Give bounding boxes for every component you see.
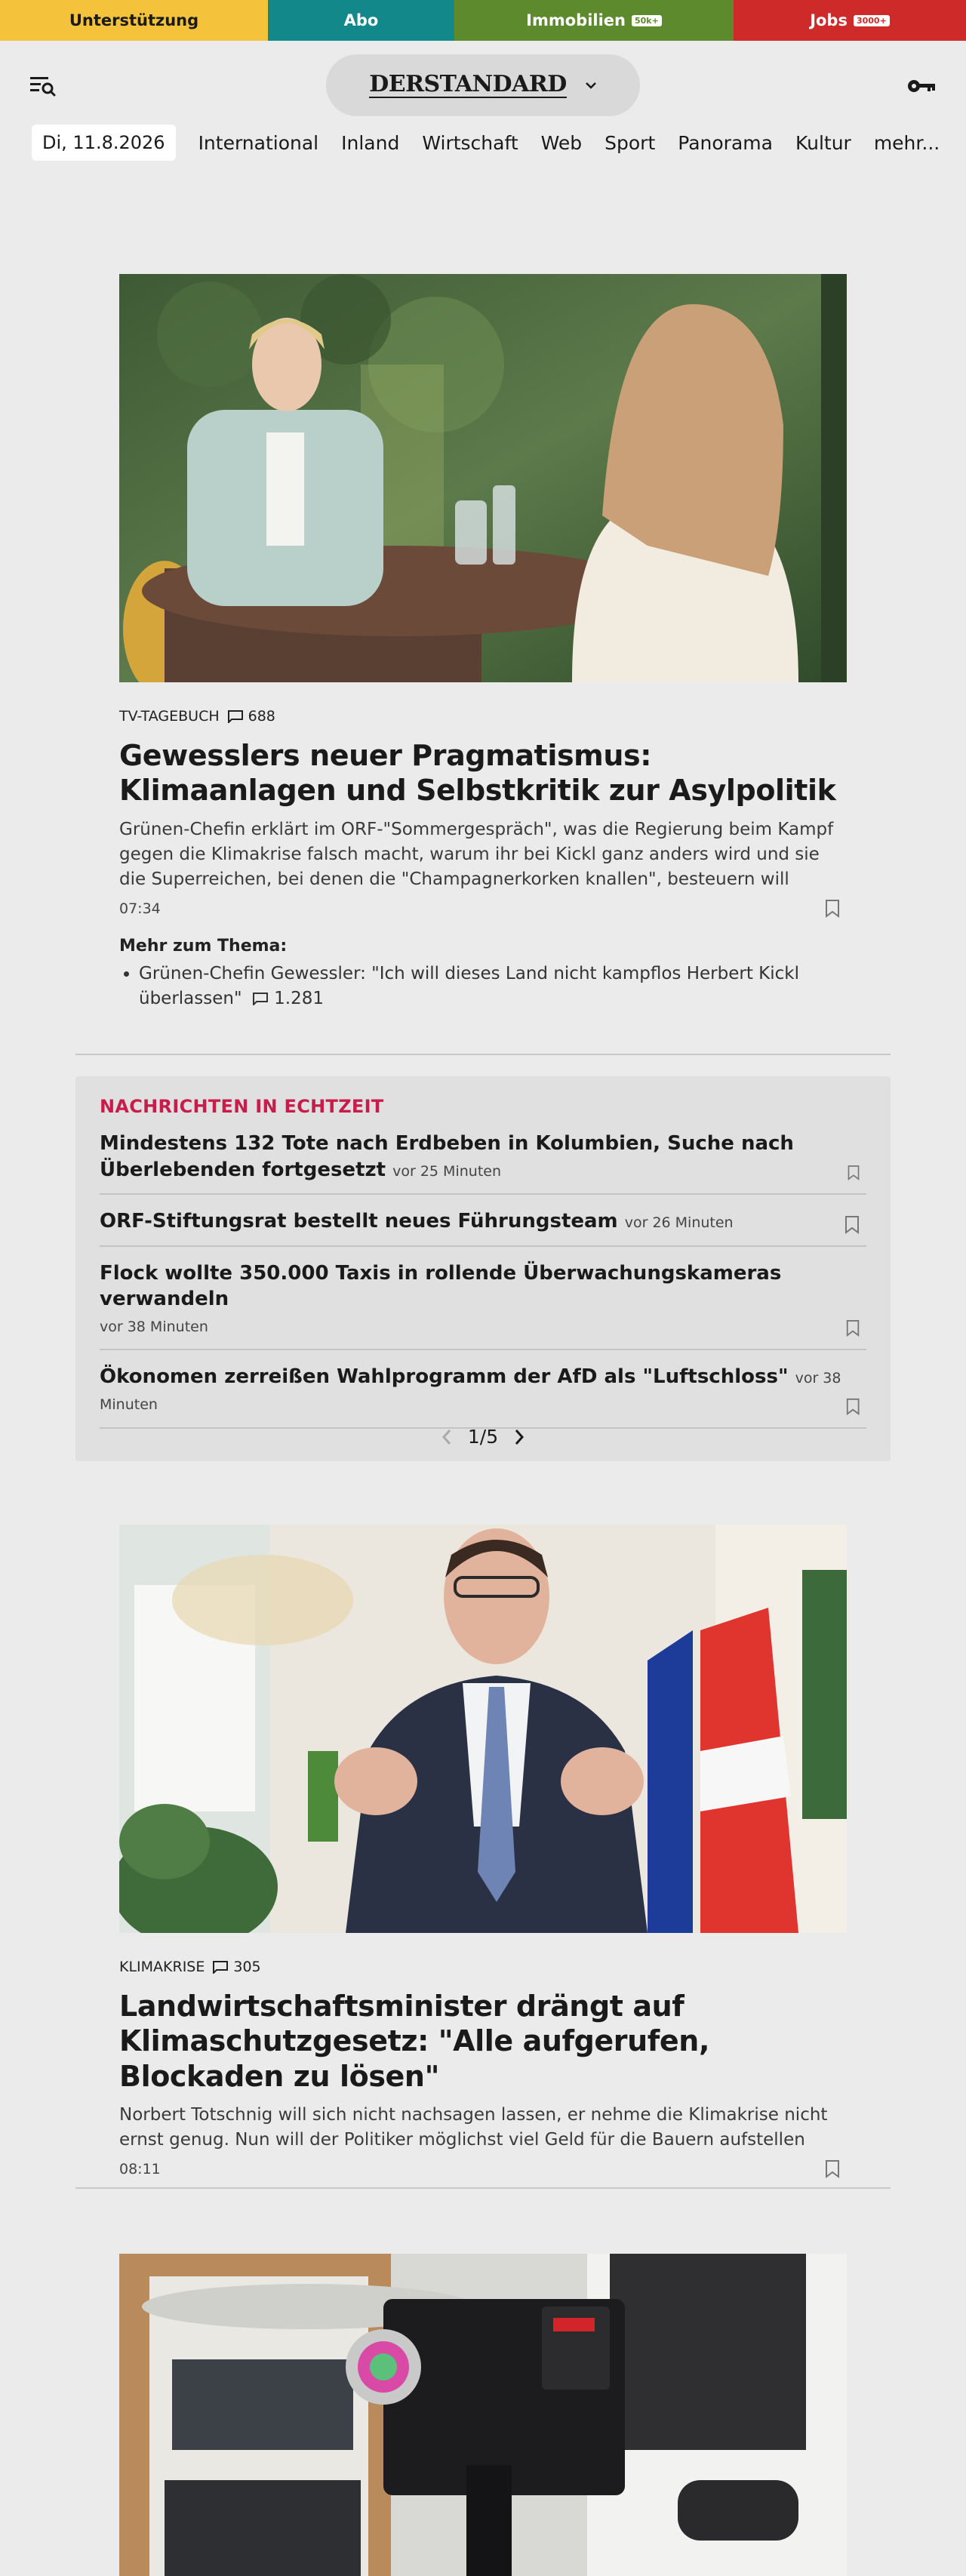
immobilien-label: Immobilien	[526, 11, 626, 29]
article-headline[interactable]: Landwirtschaftsminister drängt auf Klimaschutzgesetz: "Alle aufgerufen, Blockaden zu lösen"	[119, 1990, 709, 2093]
site-header	[0, 41, 966, 116]
article-image[interactable]	[119, 274, 847, 682]
section-nav	[32, 125, 962, 161]
article-meta	[119, 2159, 847, 2179]
bookmark-icon[interactable]	[824, 2159, 841, 2179]
chevron-left-icon[interactable]	[441, 1428, 453, 1446]
nav-item-inland[interactable]: Inland	[341, 131, 400, 154]
nav-item-kultur[interactable]: Kultur	[795, 131, 851, 154]
section-divider	[75, 2187, 891, 2189]
section-divider	[75, 1054, 891, 1055]
live-ticker	[75, 1076, 891, 1461]
top-bar	[0, 0, 966, 41]
article-kicker	[119, 708, 847, 725]
comment-count-value: 305	[233, 1959, 261, 1975]
logo-button[interactable]	[326, 54, 640, 116]
live-item-headline: ORF-Stiftungsrat bestellt neues Führungsteam	[100, 1210, 618, 1233]
nav-item-international[interactable]: International	[198, 131, 319, 154]
live-item-headline: Mindestens 132 Tote nach Erdbeben in Kolumbien, Suche nach Überlebenden fortgesetzt	[100, 1132, 794, 1181]
pager-status: 1/5	[467, 1426, 499, 1448]
abo-link[interactable]	[268, 0, 454, 41]
live-item-time: vor 25 Minuten	[392, 1162, 501, 1180]
bookmark-icon[interactable]	[844, 1215, 860, 1235]
article-photo	[119, 2254, 847, 2576]
jobs-link[interactable]	[734, 0, 966, 41]
comment-count-value: 688	[248, 708, 275, 725]
comment-icon	[212, 1960, 229, 1974]
live-item-headline: Ökonomen zerreißen Wahlprogramm der AfD als "Luftschloss"	[100, 1365, 789, 1389]
nav-item-more[interactable]: mehr...	[873, 131, 940, 154]
article-kicker	[119, 1959, 847, 1975]
login-button[interactable]	[907, 77, 937, 95]
article-teaser	[119, 274, 847, 1011]
menu-search-button[interactable]	[29, 72, 59, 100]
key-icon	[907, 77, 937, 95]
live-pager	[75, 1426, 891, 1448]
article-headline[interactable]: Gewesslers neuer Pragmatismus: Klimaanlagen und Selbstkritik zur Asylpolitik	[119, 739, 836, 808]
related-comment-count: 1.281	[274, 989, 325, 1009]
jobs-badge: 3000+	[854, 15, 890, 26]
bookmark-icon[interactable]	[847, 1163, 860, 1183]
live-item-headline: Flock wollte 350.000 Taxis in rollende Überwachungskameras verwandeln	[100, 1261, 782, 1311]
article-teaser-text: Norbert Totschnig will sich nicht nachsagen lassen, er nehme die Klimakrise nicht ernst genug. Nun will der Politiker möglichst viel Geld für die Bauern aufstellen	[119, 2105, 828, 2150]
kicker-label[interactable]: TV-TAGEBUCH	[119, 708, 220, 725]
comment-count[interactable]	[212, 1959, 260, 1975]
article-time: 07:34	[119, 900, 161, 917]
nav-item-sport[interactable]: Sport	[605, 131, 656, 154]
related-item[interactable]	[139, 962, 847, 1012]
live-ticker-title: NACHRICHTEN IN ECHTZEIT	[100, 1096, 384, 1117]
live-item[interactable]	[100, 1195, 866, 1247]
comment-icon	[227, 709, 244, 723]
menu-search-icon	[29, 72, 59, 100]
related-heading: Mehr zum Thema:	[119, 936, 288, 956]
article-time: 08:11	[119, 2160, 161, 2177]
live-item[interactable]	[100, 1117, 866, 1195]
kicker-label[interactable]: KLIMAKRISE	[119, 1959, 205, 1975]
article-photo	[119, 1525, 847, 1933]
immobilien-badge: 50k+	[632, 15, 662, 26]
related-list	[119, 962, 847, 1012]
immobilien-link[interactable]	[454, 0, 734, 41]
abo-label: Abo	[343, 11, 379, 29]
article-meta	[119, 899, 847, 919]
site-logo: DERSTANDARD	[369, 70, 567, 97]
article-teaser	[119, 1525, 847, 2179]
bookmark-icon[interactable]	[845, 1319, 860, 1338]
nav-item-wirtschaft[interactable]: Wirtschaft	[422, 131, 518, 154]
live-item-time: vor 38 Minuten	[100, 1370, 841, 1414]
article-image[interactable]	[119, 2254, 847, 2576]
live-item-time: vor 38 Minuten	[100, 1318, 208, 1335]
bookmark-icon[interactable]	[845, 1397, 860, 1417]
nav-item-panorama[interactable]: Panorama	[678, 131, 773, 154]
live-item-time: vor 26 Minuten	[624, 1214, 734, 1232]
related-item-label: Grünen-Chefin Gewessler: "Ich will dieses Land nicht kampflos Herbert Kickl überlassen"	[139, 963, 799, 1009]
support-link[interactable]	[0, 0, 268, 41]
article-teaser	[119, 2254, 847, 2576]
nav-item-web[interactable]: Web	[540, 131, 583, 154]
date-badge: Di, 11.8.2026	[32, 125, 176, 161]
chevron-right-icon[interactable]	[513, 1428, 525, 1446]
bookmark-icon[interactable]	[824, 899, 841, 919]
article-photo	[119, 274, 847, 682]
comment-icon	[252, 992, 269, 1005]
live-item[interactable]	[100, 1350, 866, 1428]
live-item[interactable]	[100, 1247, 866, 1351]
article-teaser-text: Grünen-Chefin erklärt im ORF-"Sommergespräch", was die Regierung beim Kampf gegen die Klimakrise falsch macht, warum ihr bei Kickl ganz anders wird und sie die Superreichen, bei denen die "Champagnerkorken knallen", besteuern will	[119, 819, 834, 890]
comment-count[interactable]	[227, 708, 275, 725]
support-label: Unterstützung	[69, 11, 199, 29]
jobs-label: Jobs	[810, 11, 848, 29]
chevron-down-icon	[585, 82, 597, 89]
article-image[interactable]	[119, 1525, 847, 1933]
